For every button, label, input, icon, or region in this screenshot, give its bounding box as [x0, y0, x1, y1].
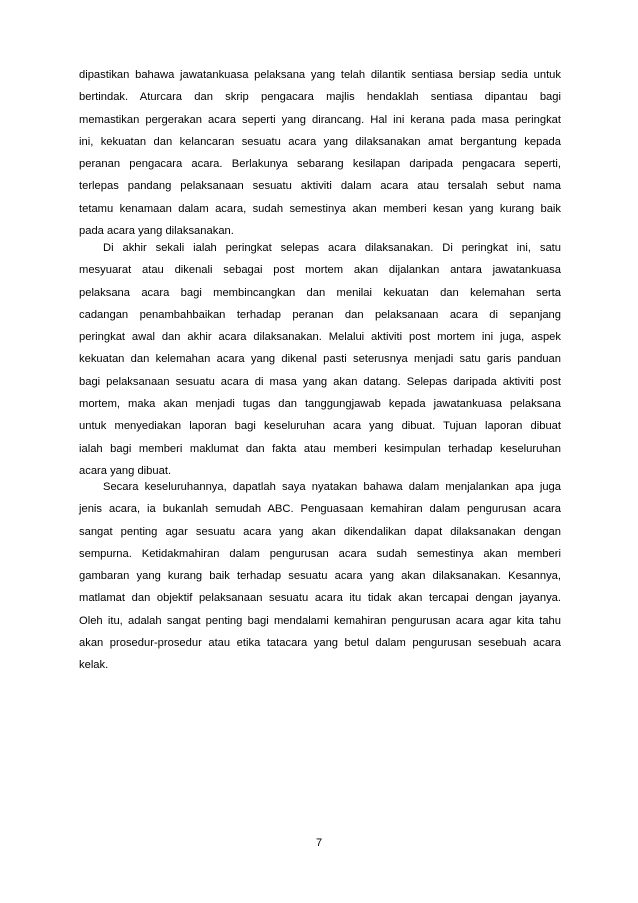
text-line: Di akhir sekali ialah peringkat selepas acara dilaksanakan. Di peringkat ini, satu — [103, 242, 561, 254]
page-number: 7 — [315, 837, 323, 849]
text-line: untuk menyediakan laporan bagi keseluruhan acara yang dibuat. Tujuan laporan dibuat — [79, 420, 561, 433]
text-line: matlamat dan objektif pelaksanaan sesuatu acara itu tidak akan tercapai dengan jayanya. — [79, 592, 561, 605]
text-line: memastikan pergerakan acara seperti yang dirancang. Hal ini kerana pada masa peringkat — [79, 113, 561, 126]
text-line: Secara keseluruhannya, dapatlah saya nyatakan bahawa dalam menjalankan apa juga — [103, 481, 561, 493]
text-line: cadangan penambahbaikan terhadap peranan dan pelaksanaan acara di sepanjang — [79, 308, 561, 321]
text-line: bertindak. Aturcara dan skrip pengacara majlis hendaklah sentiasa dipantau bagi — [79, 91, 561, 104]
text-line: tetamu kenamaan dalam acara, sudah semestinya akan memberi kesan yang kurang baik — [79, 202, 561, 215]
text-line: jenis acara, ia bukanlah semudah ABC. Penguasaan kemahiran dalam pengurusan acara — [79, 503, 561, 516]
text-line: Oleh itu, adalah sangat penting bagi mendalami kemahiran pengurusan acara agar kita tahu — [79, 614, 561, 627]
text-line: bagi pelaksanaan sesuatu acara di masa yang akan datang. Selepas daripada aktiviti post — [79, 375, 561, 388]
text-line: ialah bagi memberi maklumat dan fakta atau memberi kesimpulan terhadap keseluruhan — [79, 442, 561, 455]
text-line: dipastikan bahawa jawatankuasa pelaksana yang telah dilantik sentiasa bersiap sedia untuk — [79, 69, 561, 81]
text-line: gambaran yang kurang baik terhadap sesuatu acara yang akan dilaksanakan. Kesannya, — [79, 570, 561, 583]
text-line: peringkat awal dan akhir acara dilaksanakan. Melalui aktiviti post mortem ini juga, aspek — [79, 331, 561, 344]
text-line: mortem, maka akan menjadi tugas dan tanggungjawab kepada jawatankuasa pelaksana — [79, 398, 561, 411]
text-line: sempurna. Ketidakmahiran dalam pengurusan acara sudah semestinya akan memberi — [79, 547, 561, 560]
paragraph-2 — [79, 237, 561, 482]
text-line: acara yang dibuat. — [79, 464, 172, 477]
text-line: peranan pengacara acara. Berlakunya sebarang kesilapan daripada pengacara seperti, — [79, 158, 561, 171]
paragraph-1 — [79, 64, 561, 242]
paragraph-3 — [79, 476, 561, 677]
text-line: ini, kekuatan dan kelancaran sesuatu acara yang dilaksanakan amat bergantung kepada — [79, 135, 561, 148]
text-line: mesyuarat atau dikenali sebagai post mortem akan dijalankan antara jawatankuasa — [79, 264, 561, 277]
text-line: sangat penting agar sesuatu acara yang akan dikendalikan dapat dilaksanakan dengan — [79, 525, 561, 538]
text-line: pada acara yang dilaksanakan. — [79, 225, 234, 238]
text-line: pelaksana acara bagi membincangkan dan menilai kekuatan dan kelemahan serta — [79, 286, 561, 299]
text-line: kekuatan dan kelemahan acara yang dikenal pasti seterusnya menjadi satu garis panduan — [79, 353, 561, 366]
text-line: terlepas pandang pelaksanaan sesuatu aktiviti dalam acara atau tersalah sebut nama — [79, 180, 561, 193]
text-line: kelak. — [79, 659, 109, 672]
text-line: akan prosedur-prosedur atau etika tatacara yang betul dalam pengurusan sesebuah acara — [79, 637, 561, 650]
